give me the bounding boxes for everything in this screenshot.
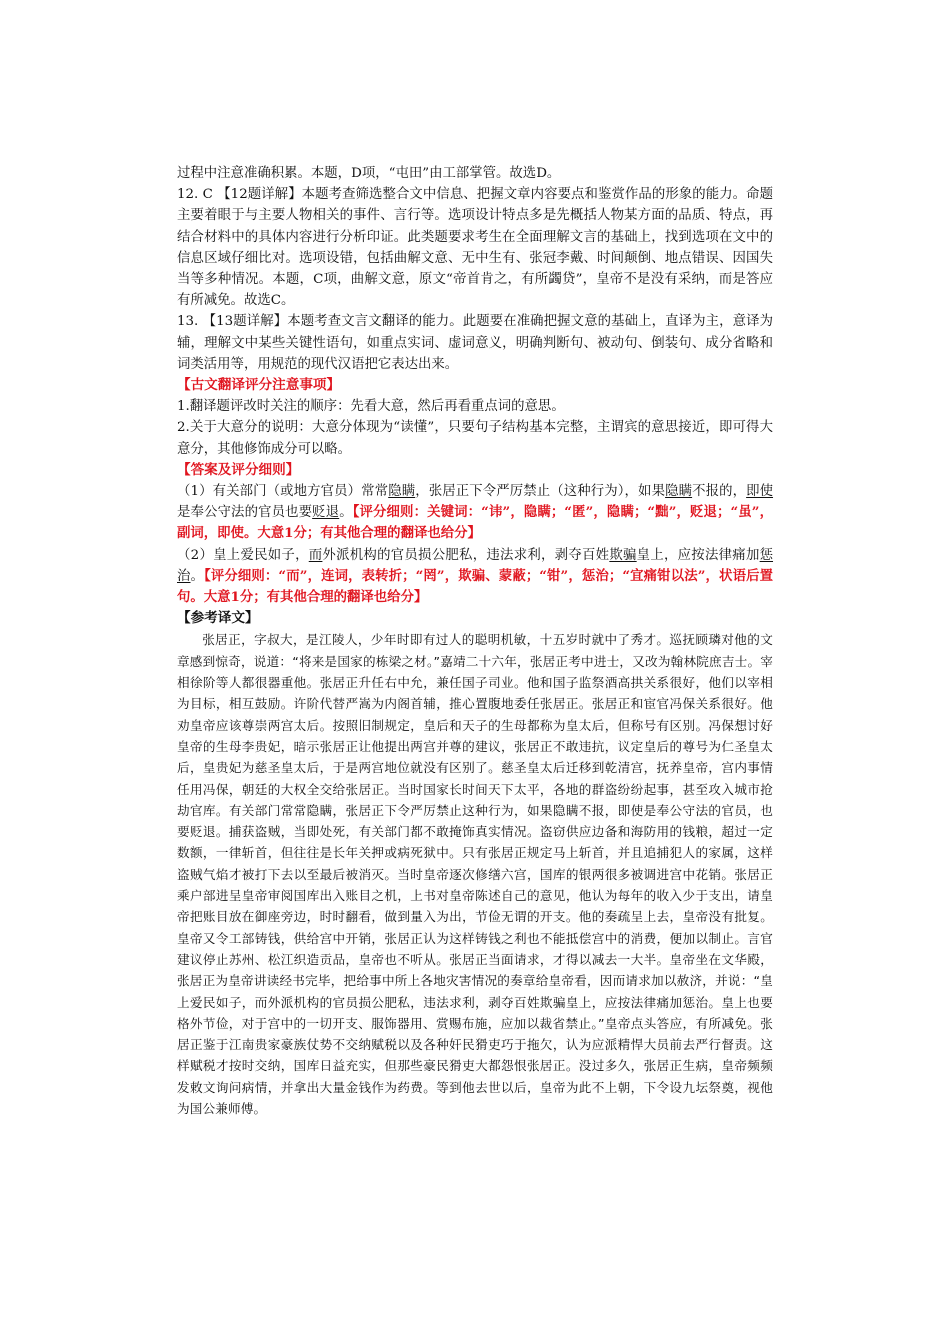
answer-2-keyword-deceive: 欺骗	[609, 547, 637, 563]
answer-1-text-d: 是奉公守法的官员也要	[177, 505, 313, 521]
paragraph-answer-13: 13. 【13题详解】本题考查文言文翻译的能力。此题要在准确把握文意的基础上，直译为主，意译为辅，理解文中某些关键性语句，如重点实词、虚词意义，明确判断句、被动句、倒装句、成分省略和词类活用等，用规范的现代汉语把它表达出来。	[177, 314, 773, 372]
reference-translation-body: 张居正，字叔大，是江陵人，少年时即有过人的聪明机敏，十五岁时就中了秀才。巡抚顾璘对他的文章感到惊奇，说道：“将来是国家的栋梁之材。”嘉靖二十六年，张居正考中进士，又改为翰林院庶吉士。宰相徐阶等人都很器重他。张居正升任右中允，兼任国子司业。他和国子监祭酒高拱关系很好，他们以宰相为目标，相互鼓励。许阶代替严嵩为内阁首辅，推心置腹地委任张居正。张居正和宦官冯保关系很好。他劝皇帝应该尊崇两宫太后。按照旧制规定，皇后和天子的生母都称为皇太后，但称号有区别。冯保想讨好皇帝的生母李贵妃，暗示张居正让他提出两宫并尊的建议，张居正不敢违抗，议定皇后的尊号为仁圣皇太后，皇贵妃为慈圣皇太后，于是两宫地位就没有区别了。慈圣皇太后迁移到乾清宫，抚养皇帝，宫内事情任用冯保，朝廷的大权全交给张居正。当时国家长时间天下太平，各地的群盗纷纷起事，甚至攻入城市抢劫官库。有关部门常常隐瞒，张居正下令严厉禁止这种行为，如果隐瞒不报，即使是奉公守法的官员，也要贬退。捕获盗贼，当即处死，有关部门都不敢掩饰真实情况。盗窃供应边备和海防用的钱粮，超过一定数额，一律斩首，但往往是长年关押或病死狱中。只有张居正规定马上斩首，并且追捕犯人的家属，这样盗贼气焰才被打下去以至最后被消灭。当时皇帝逐次修缮六宫，国库的银两很多被调进宫中花销。张居正乘户部进呈皇帝审阅国库出入账目之机，上书对皇帝陈述自己的意见，他认为每年的收入少于支出，请皇帝把账目放在御座旁边，时时翻看，做到量入为出，节俭无谓的开支。他的奏疏呈上去，皇帝没有批复。皇帝又令工部铸钱，供给宫中开销，张居正认为这样铸钱之利也不能抵偿宫中的消费，便加以制止。言官建议停止苏州、松江织造贡品，皇帝也不听从。张居正当面请求，才得以减去一大半。皇帝坐在文华殿，张居正为皇帝讲读经书完毕，把给事中所上各地灾害情况的奏章给皇帝看，因而请求加以赦济，并说：“皇上爱民如子，而外派机构的官员损公肥私，违法求利，剥夺百姓欺骗皇上，应按法律痛加惩治。皇上也要格外节俭，对于宫中的一切开支、服饰器用、赏赐布施，应加以裁省禁止。”皇帝点头答应，有所减免。张居正鉴于江南贵家豪族仗势不交纳赋税以及各种奸民猾吏巧于拖欠，认为应派精悍大员前去严行督责。这样赋税才按时交纳，国库日益充实，但那些豪民猾吏大都怨恨张居正。没过多久，张居正生病，皇帝频频发敕文询问病情，并拿出大量金钱作为药费。等到他去世以后，皇帝为此不上朝，下令设九坛祭奠，视他为国公兼师傅。	[177, 632, 773, 1116]
answer-1-text-a: （1）有关部门（或地方官员）常常	[177, 484, 389, 500]
answer-2-keyword-punish: 惩治	[177, 547, 774, 584]
answer-1-text-c: 不报的，	[692, 484, 747, 500]
answer-1-keyword-even-if: 即使	[746, 484, 774, 500]
answer-2-text-b: 外派机构的官员损公肥私，违法求利，剥夺百姓	[322, 547, 610, 563]
paragraph-answer-12: 12. C 【12题详解】本题考查筛选整合文中信息、把握文章内容要点和鉴赏作品的形象的能力。命题主要着眼于与主要人物相关的事件、言行等。选项设计特点多是先概括人物某方面的品质、特点，再结合材料中的具体内容进行分析印证。此类题要求考生在全面理解文言的基础上，找到选项在文中的信息区域仔细比对。选项设错，包括曲解文意、无中生有、张冠李戴、时间颠倒、地点错误、因国失当等多种情况。本题，C项，曲解文意，原文“帝首肯之，有所蠲贷”，皇帝不是没有采纳，而是答应有所减免。故选C。	[177, 187, 773, 309]
answer-1-text-b: ，张居正下令严厉禁止（这种行为），如果	[415, 484, 666, 500]
heading-scoring-notes: 【古文翻译评分注意事项】	[177, 377, 341, 394]
document-page	[177, 163, 773, 1119]
answer-2-rubric: 【评分细则：“而”，连词，表转折；“罔”，欺骗、蒙蔽；“钳”，惩治；“宜痛钳以法”，状语后置句。大意1分；有其他合理的翻译也给分】	[177, 567, 773, 606]
answer-2-text-d: 。	[190, 568, 205, 584]
answer-item-2	[177, 545, 773, 609]
scoring-note-2: 2.关于大意分的说明：大意分体现为“读懂”，只要句子结构基本完整，主谓宾的意思接近，即可得大意分，其他修饰成分可以略。	[177, 420, 773, 457]
answer-1-keyword-hide-2: 隐瞒	[665, 484, 693, 500]
heading-answer-rubric: 【答案及评分细则】	[177, 461, 300, 478]
answer-2-keyword-but: 而	[308, 547, 323, 563]
paragraph-answer-11-end: 过程中注意准确积累。本题，D项，“屯田”由工部掌管。故选D。	[177, 166, 561, 181]
answer-1-text-e: 。	[339, 505, 353, 521]
scoring-note-1: 1.翻译题评改时关注的顺序：先看大意，然后再看重点词的意思。	[177, 399, 565, 415]
heading-reference-translation: 【参考译文】	[177, 610, 259, 627]
answer-item-1	[177, 481, 773, 545]
answer-1-keyword-hide-1: 隐瞒	[388, 484, 416, 500]
answer-2-text-c: 皇上，应按法律痛加	[636, 547, 760, 563]
answer-1-keyword-demote: 贬退	[312, 505, 340, 521]
answer-2-text-a: （2）皇上爱民如子，	[177, 547, 309, 563]
answer-1-rubric: 【评分细则：关键词：“讳”，隐瞒；“匿”，隐瞒；“黜”，贬退；“虽”，副词，即使。大意1分；有其他合理的翻译也给分】	[177, 504, 774, 542]
